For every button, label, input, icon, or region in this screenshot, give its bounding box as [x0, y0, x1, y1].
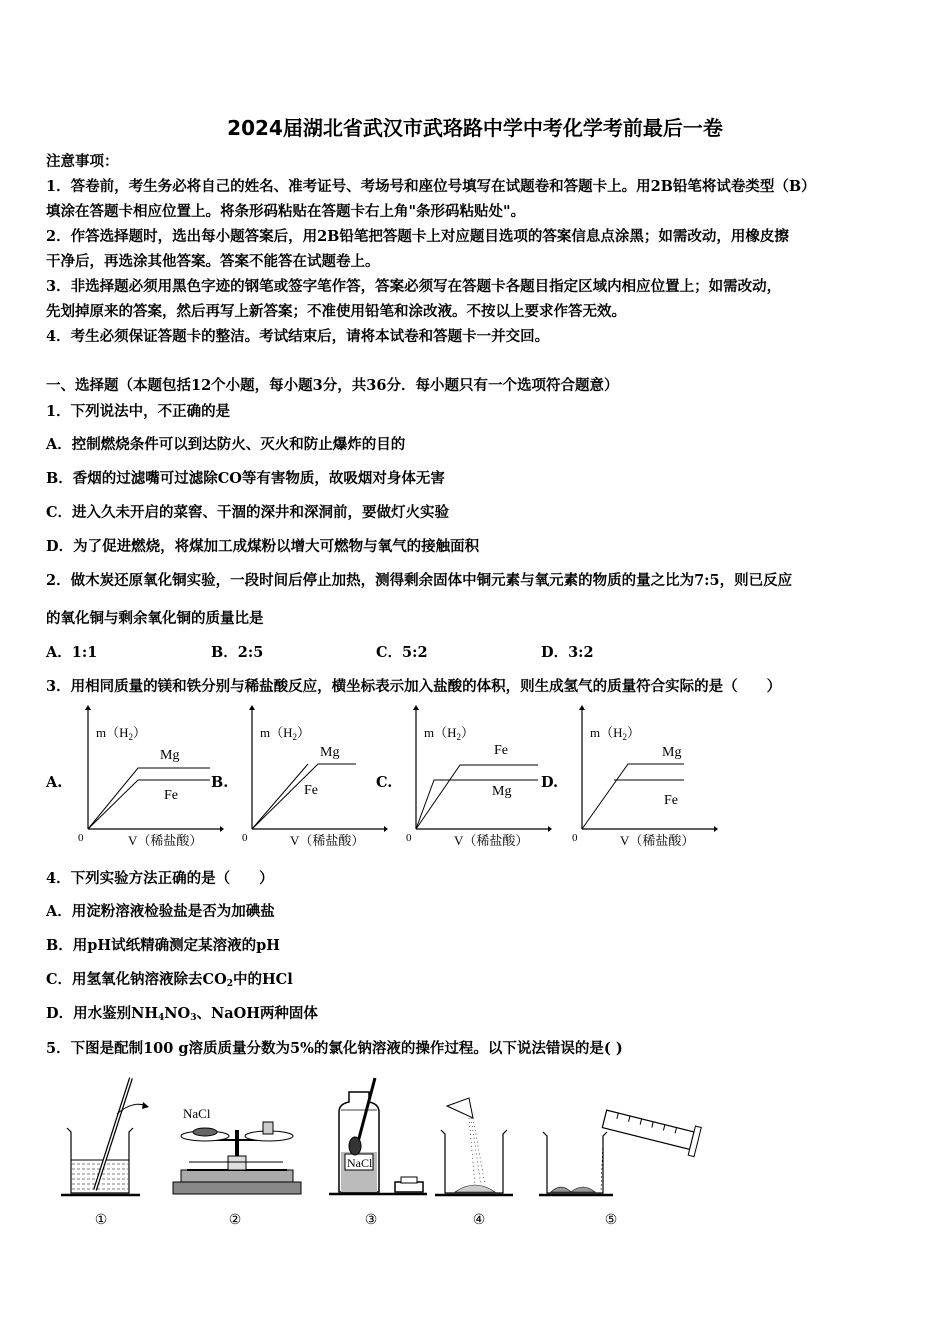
x-axis-arrow — [220, 826, 224, 832]
step-label: ③ — [364, 1213, 378, 1228]
nacl-jar-label: NaCl — [347, 1156, 373, 1170]
fe-label: Fe — [164, 788, 178, 803]
step-label: ② — [228, 1213, 242, 1228]
graph-d — [568, 704, 718, 852]
notice-line: 填涂在答题卡相应位置上。将条形码粘贴在答题卡右上角"条形码粘贴处"。 — [46, 203, 526, 220]
x-axis-arrow — [384, 826, 388, 832]
graph-option-letter: A. — [46, 774, 63, 791]
solution-preparation-diagram — [55, 1070, 715, 1235]
cylinder-pouring-illustration — [539, 1104, 701, 1195]
graph-option-letter: B. — [211, 774, 229, 791]
y-axis-arrow — [579, 705, 585, 710]
question-1-option: D．为了促进燃烧，将煤加工成煤粉以增大可燃物与氧气的接触面积 — [46, 538, 480, 555]
reagent-jar-illustration — [329, 1078, 427, 1194]
notice-line: 3．非选择题必须用黑色字迹的钢笔或签字笔作答，答案必须写在答题卡各题目指定区域内相应位置上；如需改动， — [46, 278, 782, 295]
y-axis-label: $m(H_2)$ — [424, 725, 475, 742]
fe-label: Fe — [494, 743, 508, 758]
mg-label: Mg — [160, 748, 180, 763]
balance-illustration — [173, 1106, 301, 1194]
curve-fe — [416, 765, 538, 829]
mg-label: Mg — [662, 745, 682, 760]
mg-label: Mg — [320, 745, 340, 760]
question-2-option: D．3:2 — [541, 644, 594, 661]
notice-line: 干净后，再选涂其他答案。答案不能答在试题卷上。 — [46, 253, 380, 270]
graph-b — [238, 704, 388, 852]
origin-label: 0 — [572, 832, 578, 844]
question-4-option: C．用氢氧化钠溶液除去$CO_2$中的HCl — [46, 971, 293, 989]
x-axis-label: V（稀盐酸） — [620, 833, 695, 848]
origin-label: 0 — [242, 832, 248, 844]
mg-label: Mg — [492, 784, 512, 799]
x-axis-label: V（稀盐酸） — [128, 833, 203, 848]
notice-line: 2．作答选择题时，选出每小题答案后，用2B铅笔把答题卡上对应题目选项的答案信息点涂黑；如需改动，用橡皮擦 — [46, 228, 789, 245]
y-axis-label: $m(H_2)$ — [260, 725, 311, 742]
question-1-stem: 1．下列说法中，不正确的是 — [46, 403, 231, 420]
graph-option-letter: D. — [541, 774, 559, 791]
question-4-option: A．用淀粉溶液检验盐是否为加碘盐 — [46, 903, 275, 920]
curve-mg — [416, 780, 538, 829]
notice-heading: 注意事项： — [46, 153, 119, 170]
section-heading: 一、选择题（本题包括12个小题，每小题3分，共36分．每小题只有一个选项符合题意） — [46, 377, 619, 394]
graph-option-letter: C. — [376, 774, 393, 791]
question-5-stem: 5．下图是配制100 g溶质质量分数为5%的氯化钠溶液的操作过程。以下说法错误的是( ) — [46, 1040, 623, 1057]
notice-line: 先划掉原来的答案，然后再写上新答案；不准使用铅笔和涂改液。不按以上要求作答无效。 — [46, 303, 626, 320]
y-axis-arrow — [249, 705, 255, 710]
origin-label: 0 — [406, 832, 412, 844]
x-axis-label: V（稀盐酸） — [290, 833, 365, 848]
curve-fe — [88, 780, 210, 829]
graph-c — [402, 704, 552, 852]
x-axis-arrow — [714, 826, 718, 832]
question-1-option: B．香烟的过滤嘴可过滤除CO等有害物质，故吸烟对身体无害 — [46, 470, 445, 487]
x-axis-label: V（稀盐酸） — [454, 833, 529, 848]
question-2-option: A．1:1 — [46, 644, 98, 661]
question-2-option: B．2:5 — [211, 644, 264, 661]
graph-a — [74, 704, 224, 852]
fe-label: Fe — [304, 783, 318, 798]
beaker-stirring-illustration — [61, 1078, 149, 1195]
x-axis-arrow — [548, 826, 552, 832]
step-label: ④ — [472, 1213, 486, 1228]
page-title: 2024届湖北省武汉市武珞路中学中考化学考前最后一卷 — [227, 116, 723, 140]
question-4-option: B．用pH试纸精确测定某溶液的pH — [46, 937, 280, 954]
question-4-option: D．用水鉴别$NH_4NO_3$、NaOH两种固体 — [46, 1005, 318, 1023]
y-axis-arrow — [413, 705, 419, 710]
question-2-stem: 2．做木炭还原氧化铜实验，一段时间后停止加热，测得剩余固体中铜元素与氧元素的物质的量之比为7:5，则已反应 — [46, 572, 793, 589]
y-axis-arrow — [85, 705, 91, 710]
beaker-pouring-illustration — [435, 1098, 513, 1195]
question-2-stem: 的氧化铜与剩余氧化铜的质量比是 — [46, 610, 264, 627]
step-label: ⑤ — [604, 1213, 618, 1228]
question-1-option: A．控制燃烧条件可以到达防火、灭火和防止爆炸的目的 — [46, 436, 406, 453]
curve-fe — [252, 764, 308, 829]
origin-label: 0 — [78, 832, 84, 844]
y-axis-label: $m(H_2)$ — [96, 725, 147, 742]
step-label: ① — [94, 1213, 108, 1228]
notice-line: 1．答卷前，考生务必将自己的姓名、准考证号、考场号和座位号填写在试题卷和答题卡上。用2B铅笔将试卷类型（B） — [46, 178, 816, 195]
curve-mg — [88, 768, 210, 829]
question-4-stem: 4．下列实验方法正确的是（ ） — [46, 870, 274, 887]
fe-label: Fe — [664, 793, 678, 808]
y-axis-label: $m(H_2)$ — [590, 725, 641, 742]
question-3-stem: 3．用相同质量的镁和铁分别与稀盐酸反应，横坐标表示加入盐酸的体积，则生成氢气的质量符合实际的是（ ） — [46, 678, 782, 695]
question-1-option: C．进入久未开启的菜窖、干涸的深井和深洞前，要做灯火实验 — [46, 504, 450, 521]
question-2-option: C．5:2 — [376, 644, 428, 661]
notice-line: 4．考生必须保证答题卡的整洁。考试结束后，请将本试卷和答题卡一并交回。 — [46, 328, 550, 345]
nacl-label: NaCl — [183, 1106, 211, 1121]
